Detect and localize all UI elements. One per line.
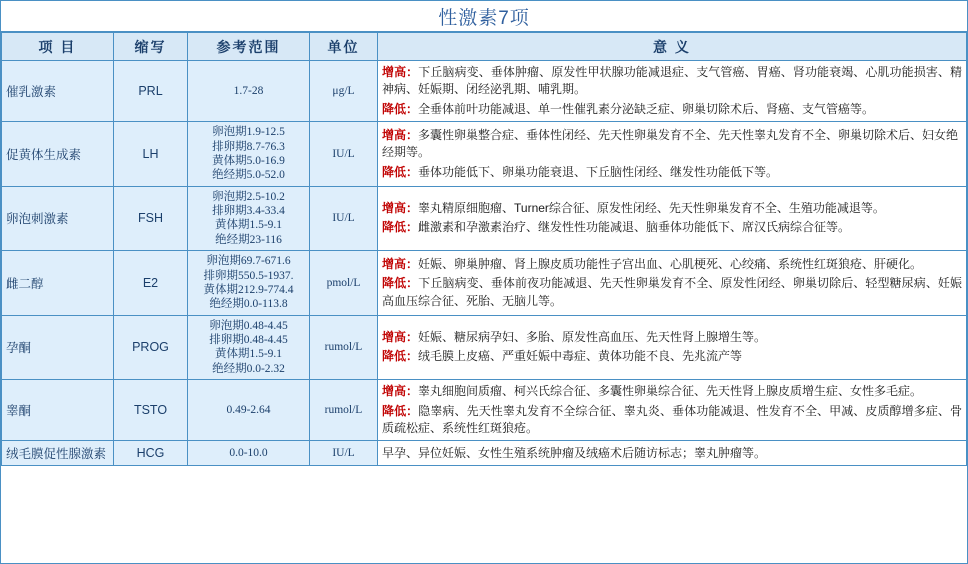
column-header-range: 参考范围 [188, 33, 310, 61]
document-title-row [1, 1, 967, 32]
meaning-line [382, 445, 962, 462]
meaning-label: 增高： [382, 330, 419, 345]
meaning-line [382, 127, 962, 162]
reference-range-line: 绝经期0.0-2.32 [212, 362, 285, 375]
reference-range-line: 黄体期1.5-9.1 [214, 348, 283, 361]
meaning-text: 绒毛膜上皮癌、严重妊娠中毒症、黄体功能不良、先兆流产等 [418, 349, 743, 364]
reference-range-line: 排卵期550.5-1937. [203, 269, 294, 282]
meaning-line [382, 256, 962, 273]
cell-unit: rumol/L [310, 380, 378, 441]
meaning-label: 降低： [382, 220, 419, 235]
reference-range-line: 黄体期1.5-9.1 [214, 219, 283, 232]
reference-range-line: 0.49-2.64 [226, 404, 271, 417]
meaning-text: 妊娠、糖尿病孕妇、多胎、原发性高血压、先天性肾上腺增生等。 [418, 330, 767, 345]
cell-item-name: 绒毛膜促性腺激素 [2, 441, 114, 466]
reference-range-line: 卵泡期1.9-12.5 [212, 126, 285, 139]
column-header-item: 项 目 [2, 33, 114, 61]
meaning-label: 降低： [382, 101, 419, 116]
meaning-label: 增高： [382, 384, 419, 399]
reference-range-line: 绝经期0.0-113.8 [209, 298, 288, 311]
cell-abbreviation: TSTO [114, 380, 188, 441]
reference-range-line: 黄体期5.0-16.9 [212, 154, 285, 167]
cell-abbreviation: PROG [114, 315, 188, 380]
cell-unit: IU/L [310, 122, 378, 187]
reference-range-line: 排卵期0.48-4.45 [209, 334, 288, 347]
meaning-text: 下丘脑病变、垂体肿瘤、原发性甲状腺功能减退症、支气管癌、胃癌、肾功能衰竭、心肌功能损害、精神病、妊娠期、闭经泌乳期、哺乳期。 [382, 65, 962, 97]
reference-range-line: 黄体期212.9-774.4 [203, 283, 294, 296]
meaning-label: 增高： [382, 127, 419, 142]
meaning-label: 降低： [382, 403, 419, 418]
cell-meaning [378, 186, 967, 251]
cell-item-name: 卵泡刺激素 [2, 186, 114, 251]
cell-meaning [378, 380, 967, 441]
meaning-line [382, 219, 962, 236]
reference-range-line: 绝经期5.0-52.0 [212, 169, 285, 182]
cell-meaning [378, 61, 967, 122]
cell-abbreviation: LH [114, 122, 188, 187]
meaning-label: 增高： [382, 256, 419, 271]
reference-range-line: 0.0-10.0 [229, 447, 268, 460]
meaning-text: 睾丸细胞间质瘤、柯兴氏综合征、多囊性卵巢综合征、先天性肾上腺皮质增生症、女性多毛症。 [418, 384, 923, 399]
cell-reference-range [188, 315, 310, 380]
cell-reference-range [188, 441, 310, 466]
reference-range-line: 排卵期8.7-76.3 [212, 140, 285, 153]
cell-meaning [378, 122, 967, 187]
reference-range-line: 绝经期23-116 [215, 233, 282, 246]
meaning-line [382, 403, 962, 438]
meaning-text: 全垂体前叶功能减退、单一性催乳素分泌缺乏症、卵巢切除术后、肾癌、支气管癌等。 [418, 101, 875, 116]
cell-reference-range [188, 61, 310, 122]
table-row [2, 380, 967, 441]
meaning-text: 隐睾病、先天性睾丸发育不全综合征、睾丸炎、垂体功能减退、性发育不全、甲减、皮质醇增多症、骨质疏松症、系统性红斑狼疮。 [382, 403, 962, 435]
cell-meaning [378, 251, 967, 316]
cell-unit: rumol/L [310, 315, 378, 380]
cell-abbreviation: HCG [114, 441, 188, 466]
cell-unit: pmol/L [310, 251, 378, 316]
cell-unit: μg/L [310, 61, 378, 122]
column-header-abbr: 缩写 [114, 33, 188, 61]
meaning-line [382, 383, 962, 400]
reference-range-line: 卵泡期2.5-10.2 [212, 190, 285, 203]
cell-item-name: 孕酮 [2, 315, 114, 380]
cell-unit: IU/L [310, 441, 378, 466]
cell-item-name: 促黄体生成素 [2, 122, 114, 187]
meaning-label: 增高： [382, 65, 419, 79]
reference-range-line: 排卵期3.4-33.4 [212, 205, 285, 218]
meaning-text: 雌激素和孕激素治疗、继发性性功能减退、脑垂体功能低下、席汉氏病综合征等。 [418, 220, 851, 235]
table-row [2, 251, 967, 316]
cell-unit: IU/L [310, 186, 378, 251]
meaning-text: 下丘脑病变、垂体前夜功能减退、先天性卵巢发育不全、原发性闭经、卵巢切除后、轻型糖尿病、妊娠高血压综合征、死胎、无脑儿等。 [382, 276, 962, 308]
table-header-row [2, 33, 967, 61]
cell-abbreviation: FSH [114, 186, 188, 251]
meaning-text: 多囊性卵巢整合症、垂体性闭经、先天性卵巢发育不全、先天性睾丸发育不全、卵巢切除术后、妇女绝经期等。 [382, 127, 959, 160]
meaning-line [382, 329, 962, 346]
cell-meaning [378, 315, 967, 380]
meaning-label: 降低： [382, 349, 419, 364]
cell-abbreviation: PRL [114, 61, 188, 122]
reference-range-line: 卵泡期0.48-4.45 [209, 319, 288, 332]
cell-reference-range [188, 251, 310, 316]
meaning-label: 降低： [382, 276, 419, 291]
table-row [2, 441, 967, 466]
cell-reference-range [188, 122, 310, 187]
meaning-text: 妊娠、卵巢肿瘤、肾上腺皮质功能性子宫出血、心肌梗死、心绞痛、系统性红斑狼疮、肝硬化。 [418, 256, 923, 271]
meaning-line [382, 275, 962, 310]
meaning-line [382, 200, 962, 217]
cell-reference-range [188, 380, 310, 441]
meaning-text: 垂体功能低下、卵巢功能衰退、下丘脑性闭经、继发性功能低下等。 [418, 164, 779, 179]
table-row [2, 61, 967, 122]
meaning-line [382, 64, 962, 99]
reference-range-line: 卵泡期69.7-671.6 [206, 255, 291, 268]
table-row [2, 186, 967, 251]
meaning-line [382, 101, 962, 118]
page-title: 性激素7项 [438, 7, 530, 29]
table-row [2, 122, 967, 187]
meaning-label: 降低： [382, 164, 419, 179]
hormone-reference-table [1, 32, 967, 466]
column-header-unit: 单位 [310, 33, 378, 61]
column-header-meaning: 意 义 [378, 33, 967, 61]
cell-item-name: 睾酮 [2, 380, 114, 441]
cell-item-name: 催乳激素 [2, 61, 114, 122]
table-header [2, 33, 967, 61]
cell-meaning [378, 441, 967, 466]
cell-item-name: 雌二醇 [2, 251, 114, 316]
meaning-text: 早孕、异位妊娠、女性生殖系统肿瘤及绒癌术后随访标志；睾丸肿瘤等。 [382, 445, 767, 460]
meaning-text: 睾丸精原细胞瘤、Turner综合征、原发性闭经、先天性卵巢发育不全、生殖功能减退等。 [418, 201, 885, 216]
meaning-line [382, 348, 962, 365]
meaning-label: 增高： [382, 201, 419, 216]
table-body [2, 61, 967, 466]
cell-reference-range [188, 186, 310, 251]
meaning-line [382, 164, 962, 181]
table-row [2, 315, 967, 380]
reference-range-line: 1.7-28 [233, 84, 264, 97]
cell-abbreviation: E2 [114, 251, 188, 316]
